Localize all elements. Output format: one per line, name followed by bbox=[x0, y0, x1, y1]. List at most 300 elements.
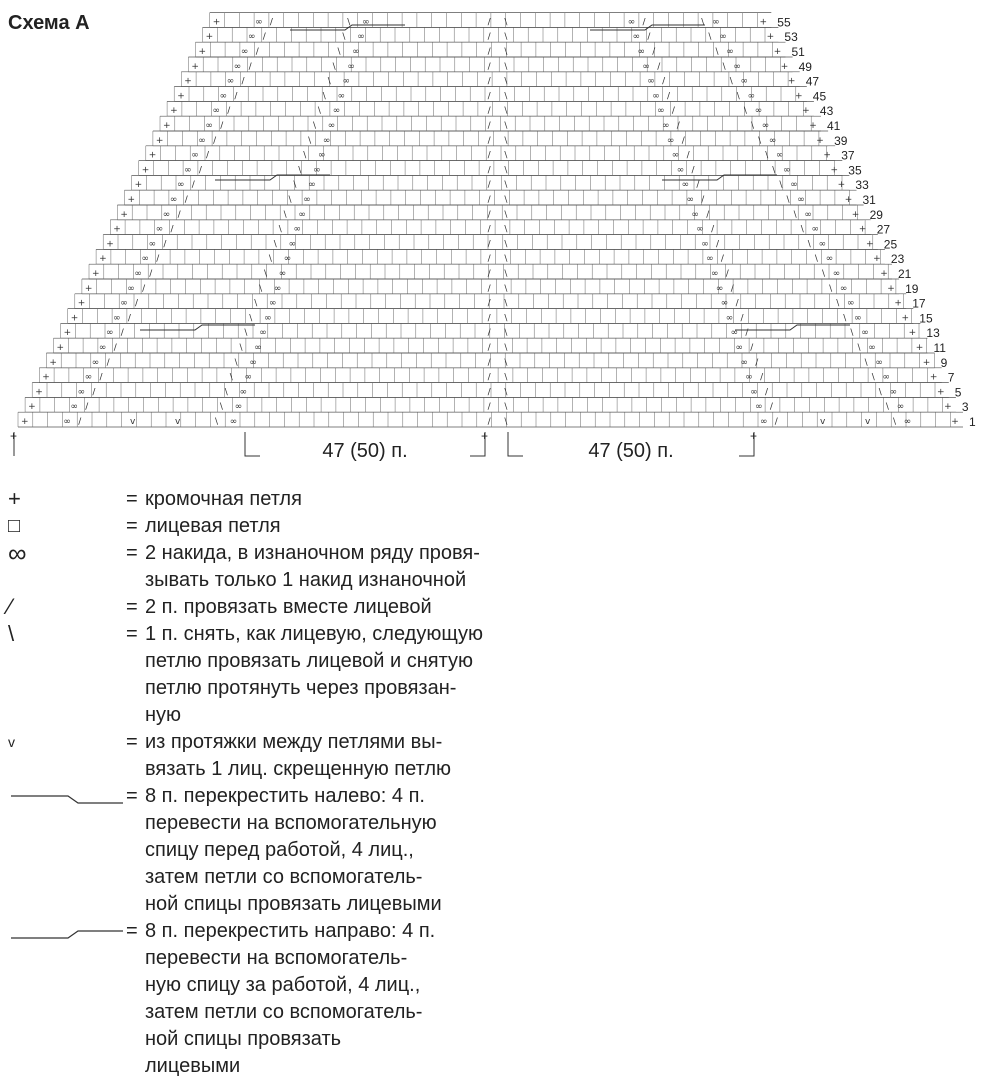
k2tog-mark: / bbox=[696, 180, 700, 191]
yarn-over-mark: ∞ bbox=[198, 135, 206, 146]
knitting-chart bbox=[0, 0, 1000, 480]
k2tog-mark: / bbox=[487, 76, 491, 87]
panel-stitch-count: 47 (50) п. bbox=[588, 440, 674, 462]
yarn-over-mark: ∞ bbox=[233, 61, 242, 72]
k2tog-mark: / bbox=[760, 372, 764, 383]
row-number: 15 bbox=[919, 311, 933, 326]
legend-item-k2tog bbox=[0, 594, 1000, 621]
yarn-over-mark: ∞ bbox=[725, 313, 734, 324]
legend-eq: = bbox=[126, 731, 138, 753]
m1-mark: v bbox=[175, 417, 181, 427]
k2tog-mark: / bbox=[92, 387, 96, 398]
ssk-mark: \ bbox=[722, 61, 726, 72]
k2tog-mark: / bbox=[234, 91, 238, 102]
legend-text-knit: лицевая петля bbox=[145, 515, 281, 537]
edge-stitch-mark: + bbox=[120, 209, 128, 220]
row-number: 53 bbox=[784, 30, 798, 45]
edge-stitch-mark: + bbox=[830, 165, 839, 176]
ssk-mark: \ bbox=[504, 357, 508, 368]
ssk-mark: \ bbox=[793, 209, 797, 220]
yarn-over-mark: ∞ bbox=[318, 150, 326, 161]
k2tog-mark: / bbox=[198, 165, 202, 176]
legend-eq: = bbox=[126, 623, 138, 645]
ssk-mark: \ bbox=[504, 313, 508, 324]
k2tog-mark: / bbox=[487, 209, 491, 220]
k2tog-mark: / bbox=[206, 150, 210, 161]
make-one-icon: v bbox=[8, 734, 15, 750]
yarn-over-mark: ∞ bbox=[273, 283, 282, 294]
yarn-over-mark: ∞ bbox=[627, 17, 636, 28]
edge-stitch-mark: + bbox=[92, 269, 100, 279]
k2tog-mark: / bbox=[642, 17, 646, 28]
ssk-mark: \ bbox=[504, 165, 508, 176]
edge-stitch-mark: + bbox=[127, 195, 136, 205]
ssk-mark: \ bbox=[313, 121, 317, 131]
yarn-over-mark: ∞ bbox=[783, 165, 791, 176]
ssk-mark: \ bbox=[829, 283, 833, 294]
panel-stitch-count: 47 (50) п. bbox=[322, 440, 408, 462]
ssk-mark: \ bbox=[229, 372, 233, 383]
ssk-mark: \ bbox=[337, 47, 341, 57]
yarn-over-mark: ∞ bbox=[347, 61, 355, 72]
legend-eq: = bbox=[126, 515, 138, 537]
yarn-over-mark: ∞ bbox=[790, 180, 798, 191]
ssk-mark: \ bbox=[504, 150, 508, 161]
ssk-mark: \ bbox=[504, 328, 508, 339]
row-number: 17 bbox=[912, 296, 926, 311]
edge-stitch-mark: + bbox=[816, 135, 824, 146]
k2tog-mark: / bbox=[730, 283, 734, 294]
edge-stitch-mark: + bbox=[77, 298, 86, 309]
yarn-over-mark: ∞ bbox=[776, 150, 784, 161]
ssk-mark: \ bbox=[224, 387, 228, 398]
edge-stitch-mark: + bbox=[177, 91, 185, 102]
yarn-over-mark: ∞ bbox=[352, 47, 360, 57]
yarn-over-mark: ∞ bbox=[740, 357, 748, 368]
ssk-mark: \ bbox=[729, 76, 733, 87]
k2tog-mark: / bbox=[720, 254, 724, 265]
row-number: 41 bbox=[827, 119, 841, 133]
ssk-mark: \ bbox=[278, 224, 282, 235]
k2tog-mark: / bbox=[647, 32, 651, 43]
yarn-over-mark: ∞ bbox=[696, 224, 704, 235]
yarn-over-mark: ∞ bbox=[298, 209, 306, 220]
edge-stitch-mark: + bbox=[63, 328, 72, 339]
yarn-over-mark: ∞ bbox=[240, 47, 249, 57]
k2tog-mark: / bbox=[487, 313, 491, 324]
yarn-over-mark: ∞ bbox=[141, 254, 149, 265]
yarn-over-mark: ∞ bbox=[239, 387, 248, 398]
yarn-over-mark: ∞ bbox=[818, 239, 827, 250]
yarn-over-mark: ∞ bbox=[259, 328, 267, 339]
edge-stitch-mark: + bbox=[773, 47, 782, 57]
ssk-icon: \ bbox=[8, 621, 15, 646]
legend-item-edge bbox=[0, 486, 1000, 513]
edge-stitch-mark: + bbox=[873, 254, 881, 265]
ssk-mark: \ bbox=[342, 32, 346, 43]
yarn-over-mark: ∞ bbox=[647, 76, 655, 87]
ssk-mark: \ bbox=[850, 328, 854, 339]
yarn-over-mark: ∞ bbox=[761, 121, 770, 131]
yarn-over-mark: ∞ bbox=[733, 61, 741, 72]
edge-stitch-mark: + bbox=[858, 224, 867, 235]
ssk-mark: \ bbox=[249, 313, 253, 324]
yarn-over-mark: ∞ bbox=[303, 195, 311, 205]
edge-stitch-mark: + bbox=[163, 121, 171, 131]
edge-stitch-mark: + bbox=[184, 76, 192, 87]
k2tog-mark: / bbox=[262, 32, 266, 43]
yarn-over-mark: ∞ bbox=[264, 313, 272, 324]
edge-stitch-mark: + bbox=[21, 417, 29, 427]
yarn-over-mark: ∞ bbox=[847, 298, 855, 309]
k2tog-mark: / bbox=[241, 76, 245, 87]
row-number: 19 bbox=[905, 281, 919, 296]
edge-stitch-mark: + bbox=[944, 402, 952, 413]
panel-bracket bbox=[508, 432, 523, 456]
k2tog-mark: / bbox=[765, 387, 769, 398]
yarn-over-mark: ∞ bbox=[642, 61, 650, 72]
k2tog-mark: / bbox=[716, 239, 720, 250]
row-number: 45 bbox=[812, 89, 827, 104]
k2tog-mark: / bbox=[248, 61, 252, 72]
k2tog-mark: / bbox=[487, 32, 491, 43]
yarn-over-mark: ∞ bbox=[726, 47, 734, 57]
yarn-over-mark: ∞ bbox=[327, 121, 336, 131]
k2tog-mark: / bbox=[487, 61, 491, 72]
legend-eq: = bbox=[126, 596, 138, 618]
k2tog-mark: / bbox=[135, 298, 139, 309]
legend bbox=[0, 486, 1000, 1080]
edge-stitch-mark: + bbox=[212, 17, 221, 28]
edge-stitch-mark: + bbox=[106, 239, 114, 250]
yarn-over-mark: ∞ bbox=[712, 17, 720, 28]
ssk-mark: \ bbox=[244, 328, 248, 339]
yarn-over-mark: ∞ bbox=[662, 121, 670, 131]
edge-stitch-mark: + bbox=[844, 195, 853, 205]
ssk-mark: \ bbox=[504, 372, 508, 383]
yarn-over-mark: ∞ bbox=[106, 328, 114, 339]
yarn-over-mark: ∞ bbox=[98, 343, 107, 353]
yarn-over-mark: ∞ bbox=[162, 209, 171, 220]
ssk-mark: \ bbox=[504, 195, 508, 205]
k2tog-mark: / bbox=[163, 239, 167, 250]
k2tog-mark: / bbox=[667, 91, 671, 102]
row-number: 9 bbox=[940, 355, 948, 370]
legend-eq: = bbox=[126, 488, 138, 510]
yarn-over-mark: ∞ bbox=[747, 91, 756, 102]
ssk-mark: \ bbox=[234, 357, 238, 368]
yarn-over-mark: ∞ bbox=[706, 254, 714, 265]
yarn-over-mark: ∞ bbox=[811, 224, 819, 235]
k2tog-mark: / bbox=[149, 269, 153, 279]
edge-stitch-mark: + bbox=[823, 150, 831, 161]
ssk-mark: \ bbox=[864, 357, 868, 368]
k2tog-mark: / bbox=[487, 387, 491, 398]
k2tog-mark: / bbox=[487, 343, 491, 353]
row-number: 21 bbox=[898, 267, 912, 281]
yarn-over-mark: ∞ bbox=[768, 135, 777, 146]
k2tog-mark: / bbox=[657, 61, 661, 72]
yarn-over-mark: ∞ bbox=[244, 372, 252, 383]
yarn-over-mark: ∞ bbox=[120, 298, 128, 309]
ssk-mark: \ bbox=[239, 343, 243, 353]
ssk-mark: \ bbox=[254, 298, 258, 309]
legend-item-ssk bbox=[0, 621, 1000, 729]
m1-mark: v bbox=[865, 417, 871, 427]
k2tog-mark: / bbox=[99, 372, 103, 383]
ssk-mark: \ bbox=[504, 91, 508, 102]
yarn-over-mark: ∞ bbox=[308, 180, 316, 191]
edge-stitch-mark: + bbox=[148, 150, 157, 161]
ssk-mark: \ bbox=[814, 254, 818, 265]
ssk-mark: \ bbox=[504, 76, 508, 87]
yarn-over-mark: ∞ bbox=[715, 283, 724, 294]
k2tog-mark: / bbox=[487, 135, 491, 146]
ssk-mark: \ bbox=[504, 417, 508, 427]
yarn-over-mark: ∞ bbox=[357, 32, 365, 43]
edge-stitch-mark: + bbox=[908, 328, 917, 339]
k2tog-mark: / bbox=[487, 195, 491, 205]
edge-stitch-mark: + bbox=[49, 357, 57, 368]
ssk-mark: \ bbox=[800, 224, 804, 235]
k2tog-mark: / bbox=[681, 135, 685, 146]
cable-right-icon bbox=[8, 918, 123, 944]
edge-stitch-mark: + bbox=[10, 429, 18, 443]
k2tog-mark: / bbox=[191, 180, 195, 191]
legend-text-m1: из протяжки между петлями вы- вязать 1 лиц. скрещенную петлю bbox=[145, 731, 451, 780]
row-number: 51 bbox=[791, 45, 805, 59]
legend-text-cable-right: 8 п. перекрестить направо: 4 п. перевести на вспомогатель- ную спицу за работой, 4 лиц., затем петли со вспомогатель- ной спицы провязать лицевыми bbox=[145, 920, 436, 1077]
edge-stitch-mark: + bbox=[937, 387, 945, 398]
ssk-mark: \ bbox=[504, 402, 508, 413]
k2tog-mark: / bbox=[487, 402, 491, 413]
yarn-over-mark: ∞ bbox=[191, 150, 199, 161]
yarn-over-mark: ∞ bbox=[854, 313, 862, 324]
row-number: 39 bbox=[834, 133, 848, 148]
ssk-mark: \ bbox=[504, 387, 508, 398]
k2tog-mark: / bbox=[487, 372, 491, 383]
k2tog-mark: / bbox=[269, 17, 273, 28]
k2tog-mark: / bbox=[487, 417, 491, 427]
k2tog-mark: / bbox=[487, 298, 491, 309]
yarn-over-mark: ∞ bbox=[760, 417, 768, 427]
ssk-mark: \ bbox=[836, 298, 840, 309]
edge-stitch-mark: + bbox=[70, 313, 79, 324]
yarn-over-mark: ∞ bbox=[730, 328, 739, 339]
yarn-over-mark: ∞ bbox=[719, 32, 727, 43]
ssk-mark: \ bbox=[259, 283, 263, 294]
row-number: 49 bbox=[798, 59, 812, 74]
row-number: 11 bbox=[933, 341, 946, 355]
edge-stitch-mark: + bbox=[887, 283, 895, 294]
yarn-over-mark: ∞ bbox=[861, 328, 869, 339]
cable-left-icon bbox=[8, 783, 123, 809]
double-yarn-over-icon: ∞ bbox=[8, 538, 27, 568]
yarn-over-mark: ∞ bbox=[249, 357, 257, 368]
edge-stitch-mark: + bbox=[141, 165, 150, 176]
ssk-mark: \ bbox=[504, 135, 508, 146]
cable-mark bbox=[140, 325, 255, 330]
row-number: 37 bbox=[841, 148, 855, 163]
k2tog-mark: / bbox=[184, 195, 188, 205]
edge-stitch-mark: + bbox=[28, 402, 36, 413]
yarn-over-mark: ∞ bbox=[666, 135, 675, 146]
ssk-mark: \ bbox=[327, 76, 331, 87]
yarn-over-mark: ∞ bbox=[212, 106, 220, 117]
row-number: 43 bbox=[819, 104, 834, 119]
yarn-over-mark: ∞ bbox=[70, 402, 78, 413]
k2tog-mark: / bbox=[106, 357, 110, 368]
k2tog-mark: / bbox=[487, 283, 491, 294]
yarn-over-mark: ∞ bbox=[342, 76, 350, 87]
k2tog-mark: / bbox=[487, 224, 491, 235]
yarn-over-mark: ∞ bbox=[896, 402, 905, 413]
legend-item-knit bbox=[0, 513, 1000, 540]
ssk-mark: \ bbox=[772, 165, 776, 176]
k2tog-mark: / bbox=[652, 47, 656, 57]
edge-stitch-mark: + bbox=[951, 417, 959, 427]
row-number: 31 bbox=[862, 193, 876, 207]
edge-stitch-mark: + bbox=[894, 298, 902, 309]
k2tog-mark: / bbox=[487, 47, 491, 57]
yarn-over-mark: ∞ bbox=[735, 343, 743, 353]
k2tog-mark: / bbox=[487, 180, 491, 191]
edge-stitch-mark: + bbox=[56, 343, 65, 353]
ssk-mark: \ bbox=[303, 150, 307, 161]
ssk-mark: \ bbox=[758, 135, 762, 146]
ssk-mark: \ bbox=[504, 224, 508, 235]
ssk-mark: \ bbox=[843, 313, 847, 324]
ssk-mark: \ bbox=[283, 209, 287, 220]
edge-stitch-icon: + bbox=[8, 486, 21, 511]
edge-stitch-mark: + bbox=[198, 47, 207, 57]
yarn-over-mark: ∞ bbox=[740, 76, 748, 87]
ssk-mark: \ bbox=[878, 387, 882, 398]
k2tog-mark: / bbox=[170, 224, 174, 235]
yarn-over-mark: ∞ bbox=[889, 387, 898, 398]
edge-stitch-mark: + bbox=[880, 269, 888, 279]
edge-stitch-mark: + bbox=[901, 313, 910, 324]
yarn-over-mark: ∞ bbox=[691, 209, 699, 220]
k2tog-mark: / bbox=[487, 328, 491, 339]
yarn-over-mark: ∞ bbox=[804, 209, 812, 220]
ssk-mark: \ bbox=[264, 269, 268, 279]
yarn-over-mark: ∞ bbox=[337, 91, 346, 102]
ssk-mark: \ bbox=[857, 343, 861, 353]
ssk-mark: \ bbox=[504, 269, 508, 279]
k2tog-mark: / bbox=[120, 328, 124, 339]
k2tog-mark: / bbox=[745, 328, 749, 339]
edge-stitch-mark: + bbox=[780, 61, 789, 72]
yarn-over-mark: ∞ bbox=[148, 239, 157, 250]
ssk-mark: \ bbox=[504, 343, 508, 353]
ssk-mark: \ bbox=[871, 372, 875, 383]
yarn-over-mark: ∞ bbox=[91, 357, 100, 368]
yarn-over-mark: ∞ bbox=[686, 195, 694, 205]
ssk-mark: \ bbox=[751, 121, 755, 131]
row-number: 35 bbox=[848, 163, 862, 178]
edge-stitch-mark: + bbox=[802, 106, 810, 117]
edge-stitch-mark: + bbox=[809, 121, 817, 131]
ssk-mark: \ bbox=[268, 254, 272, 265]
yarn-over-mark: ∞ bbox=[332, 106, 341, 117]
ssk-mark: \ bbox=[322, 91, 326, 102]
k2tog-mark: / bbox=[686, 150, 690, 161]
k2tog-mark: / bbox=[177, 209, 181, 220]
yarn-over-mark: ∞ bbox=[720, 298, 729, 309]
ssk-mark: \ bbox=[308, 135, 312, 146]
ssk-mark: \ bbox=[347, 17, 351, 28]
ssk-mark: \ bbox=[893, 417, 897, 427]
yarn-over-mark: ∞ bbox=[283, 254, 292, 265]
yarn-over-mark: ∞ bbox=[77, 387, 86, 398]
row-number: 7 bbox=[947, 370, 955, 385]
k2tog-mark: / bbox=[113, 343, 117, 353]
k2tog-mark: / bbox=[487, 254, 491, 265]
yarn-over-mark: ∞ bbox=[288, 239, 297, 250]
ssk-mark: \ bbox=[332, 61, 336, 72]
yarn-over-mark: ∞ bbox=[839, 283, 848, 294]
yarn-over-mark: ∞ bbox=[177, 180, 185, 191]
ssk-mark: \ bbox=[743, 106, 747, 117]
edge-stitch-mark: + bbox=[113, 224, 121, 235]
ssk-mark: \ bbox=[504, 239, 508, 250]
ssk-mark: \ bbox=[779, 180, 783, 191]
k2tog-mark: / bbox=[487, 91, 491, 102]
k2tog-mark: / bbox=[487, 121, 491, 131]
ssk-mark: \ bbox=[288, 195, 292, 205]
edge-stitch-mark: + bbox=[84, 283, 93, 294]
ssk-mark: \ bbox=[736, 91, 740, 102]
legend-item-m1 bbox=[0, 729, 1000, 783]
ssk-mark: \ bbox=[504, 180, 508, 191]
ssk-mark: \ bbox=[807, 239, 811, 250]
row-number: 3 bbox=[961, 400, 969, 415]
panel-bracket bbox=[245, 432, 260, 456]
row-number: 55 bbox=[777, 15, 791, 30]
row-number: 1 bbox=[969, 415, 976, 429]
yarn-over-mark: ∞ bbox=[711, 269, 719, 279]
m1-mark: v bbox=[130, 417, 136, 427]
ssk-mark: \ bbox=[885, 402, 889, 413]
ssk-mark: \ bbox=[786, 195, 790, 205]
ssk-mark: \ bbox=[504, 121, 508, 131]
legend-eq: = bbox=[126, 542, 138, 564]
edge-stitch-mark: + bbox=[191, 61, 199, 72]
yarn-over-mark: ∞ bbox=[205, 121, 213, 131]
legend-text-cable-left: 8 п. перекрестить налево: 4 п. перевести на вспомогательную спицу перед работой, 4 лиц., затем петли со вспомогатель- ной спицы провязать лицевыми bbox=[145, 785, 442, 915]
ssk-mark: \ bbox=[504, 47, 508, 57]
k2tog-mark: / bbox=[725, 269, 729, 279]
edge-stitch-mark: + bbox=[750, 429, 758, 443]
k2tog-mark: / bbox=[487, 357, 491, 368]
k2tog-mark: / bbox=[706, 209, 710, 220]
k2tog-mark: / bbox=[755, 357, 759, 368]
yarn-over-mark: ∞ bbox=[269, 298, 277, 309]
edge-stitch-mark: + bbox=[787, 76, 796, 87]
ssk-mark: \ bbox=[715, 47, 719, 57]
row-number: 29 bbox=[869, 207, 883, 222]
k2tog-mark: / bbox=[750, 343, 754, 353]
ssk-mark: \ bbox=[317, 106, 321, 117]
yarn-over-mark: ∞ bbox=[671, 150, 680, 161]
k2tog-mark: / bbox=[711, 224, 715, 235]
k2tog-mark: / bbox=[85, 402, 89, 413]
yarn-over-mark: ∞ bbox=[362, 17, 370, 28]
yarn-over-mark: ∞ bbox=[134, 269, 142, 279]
legend-item-cable-left bbox=[0, 783, 1000, 918]
yarn-over-mark: ∞ bbox=[903, 417, 912, 427]
